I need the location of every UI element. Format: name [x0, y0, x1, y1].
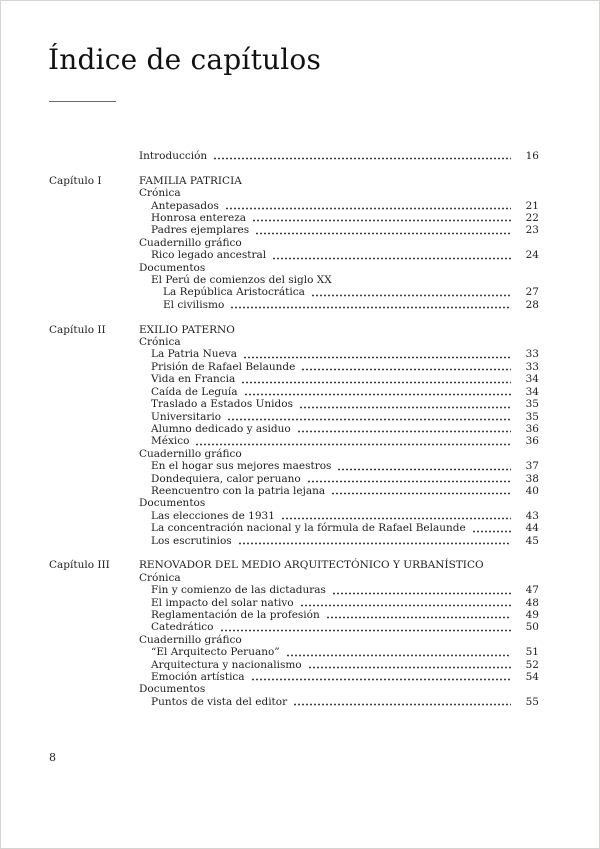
toc-row-content: [139, 249, 539, 261]
entry-page-number: 40: [525, 484, 539, 497]
entry-label: La concentración nacional y la fórmula de Rafael Belaunde: [151, 522, 466, 535]
toc-row-content: [139, 187, 539, 199]
entry-label: Crónica: [139, 571, 181, 584]
entry-label: Prisión de Rafael Belaunde: [151, 360, 296, 373]
entry-page-number: 23: [525, 224, 539, 237]
entry-label: México: [151, 435, 190, 448]
toc-row-content: [139, 497, 539, 509]
entry-label: Puntos de vista del editor: [151, 695, 288, 708]
dot-leader: [241, 381, 511, 384]
toc-entry-row: [49, 485, 539, 497]
toc-chapter-row: [49, 559, 539, 571]
dot-leader: [227, 418, 511, 421]
dot-leader: [332, 592, 511, 595]
entry-label: Catedrático: [151, 621, 214, 634]
toc-entry-row: [49, 522, 539, 534]
entry-page-number: 36: [525, 422, 539, 435]
toc-entry-row: [49, 373, 539, 385]
entry-label: Cuadernillo gráfico: [139, 447, 242, 460]
entry-page-number: 27: [525, 286, 539, 299]
page-title: Índice de capítulos: [48, 43, 322, 76]
chapter-title-label: EXILIO PATERNO: [139, 323, 235, 336]
entry-label: El civilismo: [163, 298, 225, 311]
toc-heading-row: [49, 237, 539, 249]
toc-row-content: [139, 435, 539, 447]
toc-row-content: [139, 683, 539, 695]
entry-label: Arquitectura y nacionalismo: [151, 658, 302, 671]
chapter-title-label: RENOVADOR DEL MEDIO ARQUITECTÓNICO Y URBANÍSTICO: [139, 559, 484, 572]
dot-leader: [301, 368, 511, 371]
dot-leader: [337, 468, 511, 471]
toc-row-content: [139, 324, 539, 336]
entry-label: Las elecciones de 1931: [151, 509, 275, 522]
toc-entry-row: [49, 659, 539, 671]
entry-page-number: 52: [525, 658, 539, 671]
toc-row-content: [139, 361, 539, 373]
toc-entry-row: [49, 224, 539, 236]
dot-leader: [308, 666, 511, 669]
toc-entry-row: [49, 510, 539, 522]
entry-label: La Patria Nueva: [151, 348, 237, 361]
entry-page-number: 54: [525, 671, 539, 684]
toc-heading-row: [49, 683, 539, 695]
entry-page-number: 44: [525, 522, 539, 535]
dot-leader: [299, 406, 511, 409]
title-rule: [49, 101, 116, 102]
toc-row-content: [139, 262, 539, 274]
entry-label: El Perú de comienzos del siglo XX: [151, 274, 332, 287]
toc-row-content: [139, 621, 539, 633]
toc-row-content: [139, 411, 539, 423]
folio-page-number: 8: [49, 751, 56, 764]
entry-label: La República Aristocrática: [163, 286, 305, 299]
toc-row-content: [139, 597, 539, 609]
toc-row-content: [139, 510, 539, 522]
entry-label: Cuadernillo gráfico: [139, 633, 242, 646]
dot-leader: [286, 654, 511, 657]
entry-page-number: 35: [525, 398, 539, 411]
toc-row-content: [139, 473, 539, 485]
entry-page-number: 21: [525, 199, 539, 212]
entry-page-number: 48: [525, 596, 539, 609]
entry-page-number: 34: [525, 373, 539, 386]
entry-label: Cuadernillo gráfico: [139, 236, 242, 249]
toc-heading-row: [49, 262, 539, 274]
entry-page-number: 35: [525, 410, 539, 423]
toc-entry-row: [49, 423, 539, 435]
toc-entry-row: [49, 696, 539, 708]
entry-label: En el hogar sus mejores maestros: [151, 460, 332, 473]
dot-leader: [311, 294, 511, 297]
toc-entry-row: [49, 460, 539, 472]
toc-chapter-row: [49, 175, 539, 187]
chapter-number-label: Capítulo II: [49, 323, 106, 336]
dot-leader: [225, 207, 511, 210]
entry-page-number: 34: [525, 385, 539, 398]
toc-entry-row: [49, 212, 539, 224]
toc-entry-row: [49, 473, 539, 485]
toc-entry-row: [49, 150, 539, 162]
dot-leader: [272, 257, 511, 260]
entry-page-number: 28: [525, 298, 539, 311]
entry-page-number: 22: [525, 212, 539, 225]
entry-page-number: 55: [525, 695, 539, 708]
entry-label: Caída de Leguía: [151, 385, 238, 398]
toc-entry-row: [49, 286, 539, 298]
toc-heading-row: [49, 274, 539, 286]
entry-label: Crónica: [139, 187, 181, 200]
dot-leader: [213, 157, 511, 160]
toc-row-content: [139, 200, 539, 212]
toc-row-content: [139, 559, 539, 571]
entry-label: Los escrutinios: [151, 534, 232, 547]
toc-heading-row: [49, 336, 539, 348]
toc-list: [49, 150, 539, 708]
entry-label: Introducción: [139, 150, 208, 162]
toc-row-content: [139, 572, 539, 584]
entry-label: Emoción artística: [151, 671, 245, 684]
toc-row-content: [139, 237, 539, 249]
toc-heading-row: [49, 187, 539, 199]
toc-chapter-row: [49, 324, 539, 336]
toc-row-content: [139, 299, 539, 311]
toc-entry-row: [49, 609, 539, 621]
toc-heading-row: [49, 448, 539, 460]
dot-leader: [252, 219, 511, 222]
toc-entry-row: [49, 646, 539, 658]
toc-row-content: [139, 150, 539, 162]
dot-leader: [244, 393, 511, 396]
dot-leader: [472, 530, 511, 533]
toc-entry-row: [49, 398, 539, 410]
toc-entry-row: [49, 535, 539, 547]
toc-row-content: [139, 522, 539, 534]
entry-page-number: 38: [525, 472, 539, 485]
entry-label: Documentos: [139, 683, 206, 696]
entry-page-number: 24: [525, 249, 539, 262]
toc-row-content: [139, 671, 539, 683]
dot-leader: [255, 232, 511, 235]
toc-row-content: [139, 584, 539, 596]
toc-row-content: [139, 224, 539, 236]
entry-label: Documentos: [139, 261, 206, 274]
entry-label: Vida en Francia: [151, 373, 236, 386]
toc-row-content: [139, 659, 539, 671]
toc-row-content: [139, 646, 539, 658]
toc-row-content: [139, 696, 539, 708]
toc-heading-row: [49, 497, 539, 509]
dot-leader: [220, 629, 511, 632]
toc-heading-row: [49, 572, 539, 584]
entry-label: Fin y comienzo de las dictaduras: [151, 584, 326, 597]
entry-page-number: 47: [525, 584, 539, 597]
entry-label: Alumno dedicado y asiduo: [151, 422, 291, 435]
toc-row-content: [139, 423, 539, 435]
toc-row-content: [139, 274, 539, 286]
toc-row-content: [139, 535, 539, 547]
dot-leader: [331, 492, 511, 495]
chapter-title-label: FAMILIA PATRICIA: [139, 174, 242, 187]
toc-entry-row: [49, 361, 539, 373]
entry-page-number: 37: [525, 460, 539, 473]
toc-entry-row: [49, 597, 539, 609]
chapter-number-label: Capítulo I: [49, 174, 102, 187]
entry-page-number: 33: [525, 360, 539, 373]
entry-page-number: 45: [525, 534, 539, 547]
toc-entry-row: [49, 671, 539, 683]
toc-entry-row: [49, 249, 539, 261]
entry-label: “El Arquitecto Peruano”: [151, 646, 280, 659]
entry-label: Universitario: [151, 410, 222, 423]
dot-leader: [307, 480, 511, 483]
dot-leader: [326, 616, 511, 619]
toc-row-content: [139, 485, 539, 497]
entry-label: Reglamentación de la profesión: [151, 608, 320, 621]
toc-row-content: [139, 175, 539, 187]
entry-label: Antepasados: [151, 199, 219, 212]
toc-row-content: [139, 373, 539, 385]
entry-label: Dondequiera, calor peruano: [151, 472, 301, 485]
toc-heading-row: [49, 634, 539, 646]
chapter-number-label: Capítulo III: [49, 559, 110, 572]
toc-row-content: [139, 398, 539, 410]
entry-label: Honrosa entereza: [151, 212, 247, 225]
toc-row-content: [139, 336, 539, 348]
entry-page-number: 36: [525, 435, 539, 448]
entry-label: Padres ejemplares: [151, 224, 250, 237]
toc-row-content: [139, 386, 539, 398]
toc-entry-row: [49, 621, 539, 633]
entry-label: Documentos: [139, 497, 206, 510]
toc-entry-row: [49, 411, 539, 423]
dot-leader: [251, 678, 511, 681]
toc-row-content: [139, 286, 539, 298]
dot-leader: [238, 542, 511, 545]
dot-leader: [281, 517, 511, 520]
entry-page-number: 49: [525, 608, 539, 621]
toc-entry-row: [49, 386, 539, 398]
toc-row-content: [139, 348, 539, 360]
toc-entry-row: [49, 299, 539, 311]
entry-page-number: 51: [525, 646, 539, 659]
toc-entry-row: [49, 584, 539, 596]
dot-leader: [230, 306, 511, 309]
entry-label: Rico legado ancestral: [151, 249, 267, 262]
entry-page-number: 16: [525, 150, 539, 162]
dot-leader: [300, 604, 511, 607]
dot-leader: [195, 443, 511, 446]
entry-label: Crónica: [139, 336, 181, 349]
entry-page-number: 50: [525, 621, 539, 634]
toc-row-content: [139, 609, 539, 621]
toc-row-content: [139, 448, 539, 460]
entry-label: Reencuentro con la patria lejana: [151, 484, 326, 497]
toc-row-content: [139, 460, 539, 472]
entry-page-number: 33: [525, 348, 539, 361]
dot-leader: [297, 430, 511, 433]
toc-row-content: [139, 212, 539, 224]
toc-entry-row: [49, 348, 539, 360]
toc-entry-row: [49, 200, 539, 212]
dot-leader: [293, 703, 511, 706]
dot-leader: [243, 356, 511, 359]
toc-row-content: [139, 634, 539, 646]
entry-label: El impacto del solar nativo: [151, 596, 294, 609]
toc-entry-row: [49, 435, 539, 447]
entry-page-number: 43: [525, 509, 539, 522]
entry-label: Traslado a Estados Unidos: [151, 398, 293, 411]
